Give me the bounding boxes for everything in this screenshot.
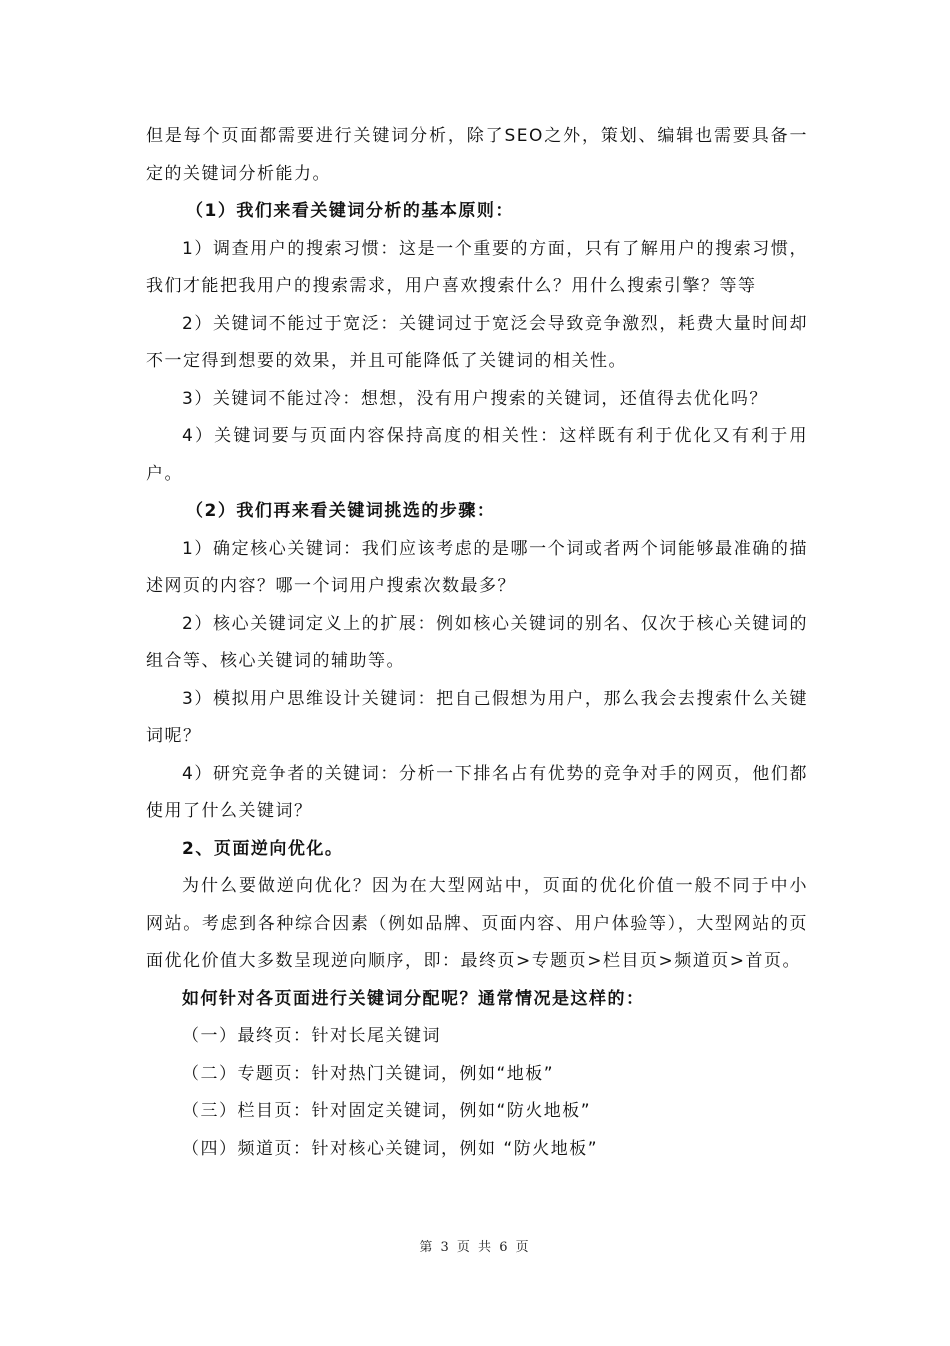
principle-4: 4）关键词要与页面内容保持高度的相关性：这样既有利于优化又有利于用户。 <box>146 426 808 484</box>
principle-2: 2）关键词不能过于宽泛：关键词过于宽泛会导致竞争激烈，耗费大量时间却不一定得到想要的效果，并且可能降低了关键词的相关性。 <box>146 313 808 371</box>
heading-keyword-steps: （2）我们再来看关键词挑选的步骤： <box>186 501 496 521</box>
heading-reverse-optimization: 2、页面逆向优化。 <box>182 838 344 859</box>
allocation-item-2: （二）专题页：针对热门关键词，例如“地板” <box>182 1063 555 1084</box>
page-number-footer: 第 3 页 共 6 页 <box>419 1240 531 1255</box>
step-2: 2）核心关键词定义上的扩展：例如核心关键词的别名、仅次于核心关键词的组合等、核心关键词的辅助等。 <box>146 613 808 671</box>
step-4: 4）研究竞争者的关键词：分析一下排名占有优势的竞争对手的网页，他们都使用了什么关键词？ <box>146 763 808 821</box>
heading-keyword-principles: （1）我们来看关键词分析的基本原则： <box>186 201 514 221</box>
paragraph-reverse-optimization: 为什么要做逆向优化？因为在大型网站中，页面的优化价值一般不同于中小网站。考虑到各种综合因素（例如品牌、页面内容、用户体验等），大型网站的页面优化价值大多数呈现逆向顺序，即：最终页>专题页>栏目页>频道页>首页。 <box>146 876 808 971</box>
step-3: 3）模拟用户思维设计关键词：把自己假想为用户，那么我会去搜索什么关键词呢？ <box>146 688 808 746</box>
document-body <box>146 118 808 1168</box>
paragraph-intro: 但是每个页面都需要进行关键词分析，除了SEO之外，策划、编辑也需要具备一定的关键词分析能力。 <box>146 126 808 184</box>
allocation-item-3: （三）栏目页：针对固定关键词，例如“防火地板” <box>182 1101 592 1121</box>
step-1: 1）确定核心关键词：我们应该考虑的是哪一个词或者两个词能够最准确的描述网页的内容？哪一个词用户搜索次数最多？ <box>146 538 808 596</box>
principle-1: 1）调查用户的搜索习惯：这是一个重要的方面，只有了解用户的搜索习惯，我们才能把我用户的搜索需求，用户喜欢搜索什么？用什么搜索引擎？等等 <box>146 238 808 296</box>
heading-keyword-allocation: 如何针对各页面进行关键词分配呢？通常情况是这样的： <box>182 988 645 1009</box>
allocation-item-1: （一）最终页：针对长尾关键词 <box>182 1026 441 1046</box>
principle-3: 3）关键词不能过冷：想想，没有用户搜索的关键词，还值得去优化吗？ <box>182 388 768 409</box>
allocation-item-4: （四）频道页：针对核心关键词，例如 “防火地板” <box>182 1138 599 1159</box>
